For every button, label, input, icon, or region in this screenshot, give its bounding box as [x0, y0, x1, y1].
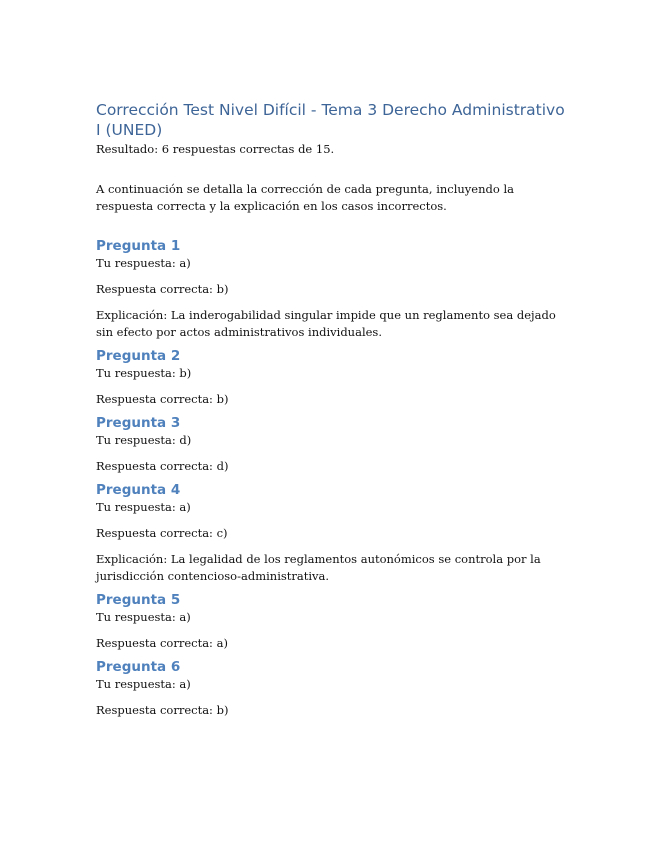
document-title: Corrección Test Nivel Difícil - Tema 3 Derecho Administrativo I (UNED) [96, 101, 565, 139]
correct-answer: Respuesta correcta: b) [96, 703, 229, 717]
question-block-4 [96, 482, 566, 585]
question-block-1 [96, 238, 566, 341]
explanation: Explicación: La legalidad de los reglamentos autonómicos se controla por la jurisdicción contencioso-administrativa. [96, 552, 541, 583]
question-block-6 [96, 659, 566, 719]
correct-answer: Respuesta correcta: c) [96, 526, 228, 540]
question-heading: Pregunta 2 [96, 348, 181, 364]
question-block-3 [96, 415, 566, 475]
result-summary: Resultado: 6 respuestas correctas de 15. [96, 142, 335, 156]
correct-answer: Respuesta correcta: b) [96, 392, 229, 406]
your-answer: Tu respuesta: b) [96, 366, 192, 380]
question-block-2 [96, 348, 566, 408]
question-block-5 [96, 592, 566, 652]
correct-answer: Respuesta correcta: b) [96, 282, 229, 296]
intro-paragraph: A continuación se detalla la corrección de cada pregunta, incluyendo la respuesta correcta y la explicación en los casos incorrectos. [96, 182, 514, 213]
question-heading: Pregunta 5 [96, 592, 181, 608]
question-heading: Pregunta 3 [96, 415, 181, 431]
correct-answer: Respuesta correcta: d) [96, 459, 229, 473]
your-answer: Tu respuesta: d) [96, 433, 192, 447]
your-answer: Tu respuesta: a) [96, 610, 191, 624]
document-page [96, 100, 566, 719]
your-answer: Tu respuesta: a) [96, 677, 191, 691]
your-answer: Tu respuesta: a) [96, 256, 191, 270]
correct-answer: Respuesta correcta: a) [96, 636, 228, 650]
question-heading: Pregunta 4 [96, 482, 181, 498]
question-heading: Pregunta 1 [96, 238, 181, 254]
explanation: Explicación: La inderogabilidad singular impide que un reglamento sea dejado sin efecto por actos administrativos individuales. [96, 308, 556, 339]
your-answer: Tu respuesta: a) [96, 500, 191, 514]
question-heading: Pregunta 6 [96, 659, 181, 675]
